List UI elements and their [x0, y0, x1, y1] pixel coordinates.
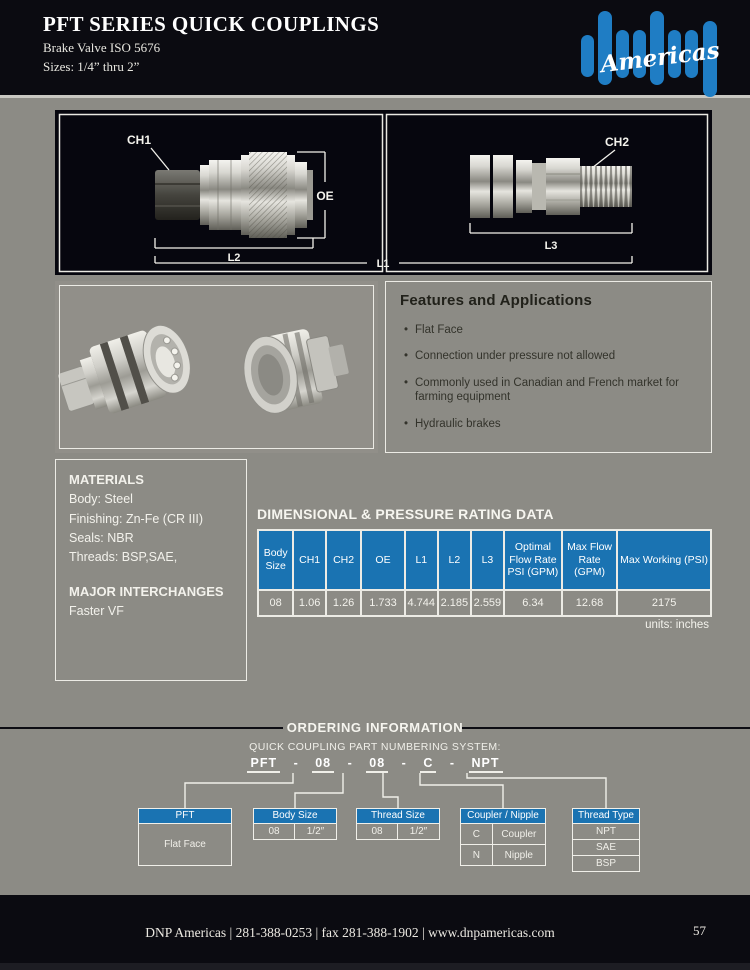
dimensional-diagram-box — [55, 110, 712, 275]
dimensional-title: DIMENSIONAL & PRESSURE RATING DATA — [257, 506, 554, 522]
data-cell: 12.68 — [562, 590, 617, 616]
column-header: OE — [361, 530, 404, 590]
nipple-drawing — [470, 155, 632, 218]
coupler-photo — [55, 319, 199, 426]
feature-item: • Connection under pressure not allowed — [404, 349, 697, 363]
page-number: 57 — [693, 923, 706, 938]
part-number — [0, 756, 750, 773]
materials-line: Finishing: Zn-Fe (CR III) — [69, 511, 204, 526]
dimensional-table — [257, 529, 712, 617]
data-cell: 1.26 — [326, 590, 361, 616]
label-ch1: CH1 — [127, 133, 152, 147]
feature-item: • Flat Face — [404, 323, 697, 337]
order-box-cell: Coupler — [493, 824, 546, 845]
order-box-cell: N — [460, 845, 493, 866]
part-numbering-caption: QUICK COUPLING PART NUMBERING SYSTEM: — [249, 741, 501, 753]
materials-line: Threads: BSP,SAE, — [69, 550, 178, 565]
table-header-row — [258, 530, 711, 590]
subtitle-brake-valve: Brake Valve ISO 5676 — [43, 40, 161, 55]
materials-title: MATERIALS — [69, 472, 144, 487]
materials-box — [55, 459, 247, 681]
materials-line: Seals: NBR — [69, 530, 134, 545]
part-separator: - — [449, 756, 456, 770]
order-box-cell: NPT — [572, 824, 640, 840]
features-title: Features and Applications — [400, 292, 592, 309]
column-header: L2 — [438, 530, 471, 590]
column-header: Max Working (PSI) — [617, 530, 711, 590]
features-box — [385, 281, 712, 453]
footer-strip — [0, 963, 750, 970]
part-separator: - — [293, 756, 299, 770]
data-cell: 1.733 — [361, 590, 404, 616]
feature-item: • Commonly used in Canadian and French market for farming equipment — [404, 376, 697, 405]
data-cell: 2.559 — [471, 590, 504, 616]
order-box-header: Thread Size — [356, 808, 440, 824]
table-row — [258, 590, 711, 616]
label-oe: OE — [316, 189, 334, 203]
dnp-logo — [577, 3, 742, 98]
part-segment: 08 — [312, 756, 334, 773]
order-box-cell: C — [460, 824, 493, 845]
interchanges-value: Faster VF — [69, 603, 124, 618]
order-box-cell: 08 — [356, 824, 398, 840]
column-header: Optimal Flow Rate PSI (GPM) — [504, 530, 562, 590]
header-bar — [0, 0, 750, 98]
part-separator: - — [347, 756, 353, 770]
part-separator: - — [401, 756, 407, 770]
part-segment: PFT — [247, 756, 280, 773]
footer-contact: DNP Americas | 281-388-0253 | fax 281-388-1902 | www.dnpamericas.com — [145, 925, 555, 940]
order-box-body-size — [253, 808, 337, 840]
order-box-cell: 08 — [253, 824, 295, 840]
label-l2: L2 — [227, 252, 241, 264]
data-cell: 2175 — [617, 590, 711, 616]
column-header: CH2 — [326, 530, 361, 590]
order-box-header: Body Size — [253, 808, 337, 824]
features-list — [404, 323, 697, 431]
data-cell: 08 — [258, 590, 293, 616]
column-header: L3 — [471, 530, 504, 590]
order-box-pft — [138, 808, 232, 866]
order-box-cell: 1/2″ — [398, 824, 440, 840]
label-l3: L3 — [544, 240, 558, 252]
footer-bar — [0, 895, 750, 970]
page-title: PFT SERIES QUICK COUPLINGS — [43, 12, 380, 36]
order-box-coupler-nipple — [460, 808, 546, 866]
connector-lines — [0, 772, 750, 808]
order-box-value: Flat Face — [138, 824, 232, 866]
ordering-title: ORDERING INFORMATION — [286, 720, 464, 735]
part-segment: C — [420, 756, 436, 773]
feature-item: • Hydraulic brakes — [404, 417, 697, 431]
column-header: L1 — [405, 530, 438, 590]
order-box-thread-type — [572, 808, 640, 872]
column-header: Body Size — [258, 530, 293, 590]
materials-line: Body: Steel — [69, 492, 133, 507]
l1-dimension-line — [155, 256, 632, 263]
order-box-cell: SAE — [572, 840, 640, 856]
logo-americas-text: Americas — [599, 36, 722, 79]
data-cell: 4.744 — [405, 590, 438, 616]
nipple-photo — [237, 321, 354, 419]
product-photo — [55, 281, 378, 453]
subtitle-sizes: Sizes: 1/4” thru 2” — [43, 59, 140, 74]
column-header: CH1 — [293, 530, 326, 590]
interchanges-title: MAJOR INTERCHANGES — [69, 583, 224, 599]
order-box-header: PFT — [138, 808, 232, 824]
product-photo-box — [55, 281, 378, 453]
part-segment: 08 — [366, 756, 388, 773]
order-box-cell: 1/2″ — [295, 824, 337, 840]
units-note: units: inches — [645, 619, 709, 631]
column-header: Max Flow Rate (GPM) — [562, 530, 617, 590]
label-ch2: CH2 — [605, 135, 630, 149]
coupler-drawing — [155, 152, 313, 238]
order-box-cell: Nipple — [493, 845, 546, 866]
data-cell: 6.34 — [504, 590, 562, 616]
order-box-cell: BSP — [572, 856, 640, 872]
data-cell: 2.185 — [438, 590, 471, 616]
dimensional-diagram — [55, 110, 712, 275]
order-box-header: Coupler / Nipple — [460, 808, 546, 824]
order-box-thread-size — [356, 808, 440, 840]
label-l1: L1 — [376, 258, 390, 270]
order-box-header: Thread Type — [572, 808, 640, 824]
part-segment: NPT — [469, 756, 503, 773]
data-cell: 1.06 — [293, 590, 326, 616]
